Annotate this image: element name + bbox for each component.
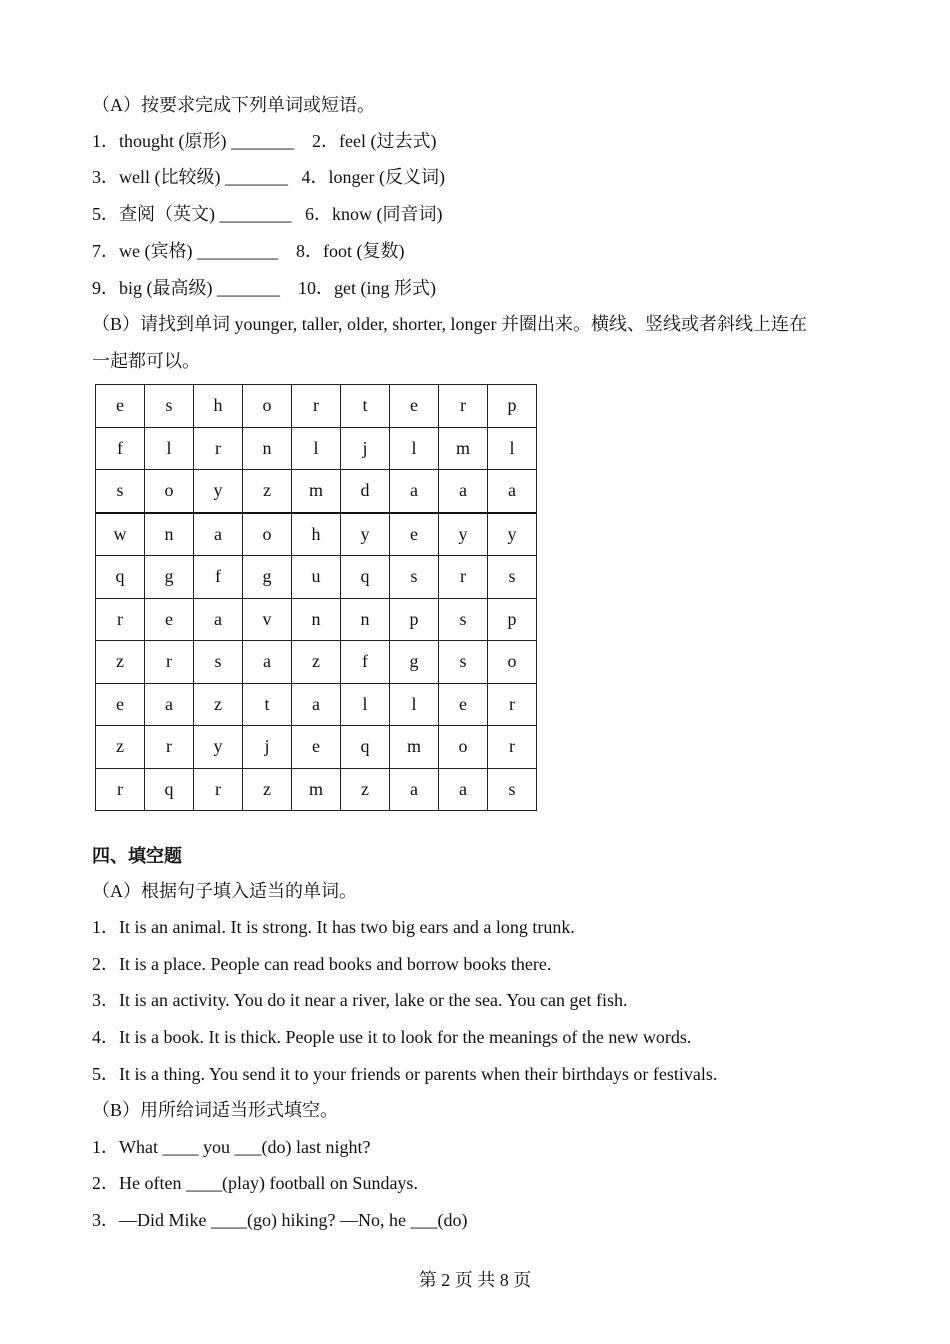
word-search-grid [95, 384, 537, 811]
grid-cell: r [145, 726, 194, 769]
grid-cell: e [390, 385, 439, 428]
fill-a-item-4: 4．It is a book. It is thick. People use it to look for the meanings of the new words. [92, 1027, 692, 1047]
grid-cell: h [194, 385, 243, 428]
grid-cell: y [194, 726, 243, 769]
grid-cell: l [292, 427, 341, 470]
grid-cell: g [390, 641, 439, 684]
grid-row [96, 598, 537, 641]
grid-cell: t [243, 683, 292, 726]
grid-row [96, 385, 537, 428]
grid-cell: y [194, 470, 243, 513]
grid-cell: z [341, 768, 390, 811]
grid-cell: r [145, 641, 194, 684]
grid-cell: r [96, 598, 145, 641]
grid-cell: a [439, 470, 488, 513]
grid-cell: z [194, 683, 243, 726]
grid-cell: s [390, 556, 439, 599]
grid-cell: e [96, 683, 145, 726]
grid-cell: y [341, 513, 390, 556]
grid-cell: e [292, 726, 341, 769]
grid-cell: y [439, 513, 488, 556]
vocab-row-5: 9．big (最高级) _______ 10．get (ing 形式) [92, 278, 436, 298]
grid-cell: r [96, 768, 145, 811]
vocab-row-3: 5．查阅（英文) ________ 6．know (同音词) [92, 204, 443, 224]
grid-cell: p [488, 385, 537, 428]
grid-cell: l [390, 427, 439, 470]
fill-part-a-title: （A）根据句子填入适当的单词。 [92, 881, 357, 901]
grid-row [96, 726, 537, 769]
grid-cell: a [390, 768, 439, 811]
grid-cell: p [488, 598, 537, 641]
section-heading: 四、填空题 [92, 846, 182, 866]
grid-cell: y [488, 513, 537, 556]
fill-part-b-title: （B）用所给词适当形式填空。 [92, 1100, 339, 1120]
grid-cell: h [292, 513, 341, 556]
grid-cell: n [292, 598, 341, 641]
grid-cell: s [439, 598, 488, 641]
grid-cell: m [292, 470, 341, 513]
grid-cell: s [488, 768, 537, 811]
grid-cell: o [243, 513, 292, 556]
grid-cell: a [439, 768, 488, 811]
fill-b-item-3: 3．—Did Mike ____(go) hiking? —No, he ___(do) [92, 1210, 468, 1230]
grid-cell: q [341, 726, 390, 769]
grid-cell: s [96, 470, 145, 513]
vocab-row-4: 7．we (宾格) _________ 8．foot (复数) [92, 241, 405, 261]
grid-cell: q [96, 556, 145, 599]
grid-cell: s [439, 641, 488, 684]
grid-cell: e [145, 598, 194, 641]
grid-cell: l [390, 683, 439, 726]
grid-row [96, 768, 537, 811]
grid-cell: s [194, 641, 243, 684]
grid-row [96, 513, 537, 556]
grid-cell: n [341, 598, 390, 641]
grid-cell: z [96, 641, 145, 684]
grid-cell: a [243, 641, 292, 684]
grid-cell: r [439, 556, 488, 599]
grid-cell: m [292, 768, 341, 811]
vocab-row-1: 1．thought (原形) _______ 2．feel (过去式) [92, 131, 437, 151]
grid-cell: o [243, 385, 292, 428]
grid-row [96, 470, 537, 513]
fill-b-item-1: 1．What ____ you ___(do) last night? [92, 1137, 371, 1157]
grid-cell: a [194, 513, 243, 556]
grid-cell: j [243, 726, 292, 769]
grid-cell: q [145, 768, 194, 811]
grid-cell: n [145, 513, 194, 556]
grid-cell: o [145, 470, 194, 513]
grid-cell: z [292, 641, 341, 684]
grid-cell: e [390, 513, 439, 556]
grid-cell: d [341, 470, 390, 513]
grid-cell: t [341, 385, 390, 428]
grid-cell: r [439, 385, 488, 428]
vocab-part-a-title: （A）按要求完成下列单词或短语。 [92, 95, 375, 115]
grid-cell: l [341, 683, 390, 726]
grid-cell: f [194, 556, 243, 599]
grid-row [96, 427, 537, 470]
grid-cell: w [96, 513, 145, 556]
grid-row [96, 641, 537, 684]
grid-cell: m [439, 427, 488, 470]
fill-b-item-2: 2．He often ____(play) football on Sundays. [92, 1173, 418, 1193]
vocab-row-2: 3．well (比较级) _______ 4．longer (反义词) [92, 167, 445, 187]
grid-cell: g [145, 556, 194, 599]
grid-cell: a [488, 470, 537, 513]
grid-cell: o [488, 641, 537, 684]
grid-cell: r [488, 726, 537, 769]
grid-cell: m [390, 726, 439, 769]
grid-cell: a [145, 683, 194, 726]
grid-cell: l [145, 427, 194, 470]
grid-cell: a [194, 598, 243, 641]
grid-cell: z [243, 768, 292, 811]
grid-cell: j [341, 427, 390, 470]
grid-cell: r [488, 683, 537, 726]
fill-a-item-2: 2．It is a place. People can read books and borrow books there. [92, 954, 552, 974]
vocab-part-b-line1: （B）请找到单词 younger, taller, older, shorter, longer 并圈出来。横线、竖线或者斜线上连在 [92, 314, 808, 334]
grid-cell: v [243, 598, 292, 641]
grid-cell: r [194, 768, 243, 811]
grid-row [96, 683, 537, 726]
grid-cell: e [439, 683, 488, 726]
grid-cell: a [390, 470, 439, 513]
fill-a-item-3: 3．It is an activity. You do it near a river, lake or the sea. You can get fish. [92, 990, 628, 1010]
grid-cell: z [96, 726, 145, 769]
grid-cell: r [194, 427, 243, 470]
page-footer: 第 2 页 共 8 页 [418, 1270, 532, 1290]
vocab-part-b-line2: 一起都可以。 [92, 351, 200, 371]
grid-cell: e [96, 385, 145, 428]
grid-cell: f [96, 427, 145, 470]
grid-cell: a [292, 683, 341, 726]
fill-a-item-1: 1．It is an animal. It is strong. It has two big ears and a long trunk. [92, 917, 575, 937]
grid-cell: z [243, 470, 292, 513]
grid-cell: n [243, 427, 292, 470]
grid-cell: f [341, 641, 390, 684]
grid-cell: s [488, 556, 537, 599]
grid-cell: u [292, 556, 341, 599]
grid-cell: r [292, 385, 341, 428]
grid-cell: s [145, 385, 194, 428]
grid-cell: p [390, 598, 439, 641]
grid-cell: l [488, 427, 537, 470]
fill-a-item-5: 5．It is a thing. You send it to your friends or parents when their birthdays or festivals. [92, 1064, 718, 1084]
grid-row [96, 556, 537, 599]
grid-cell: o [439, 726, 488, 769]
grid-cell: q [341, 556, 390, 599]
grid-cell: g [243, 556, 292, 599]
